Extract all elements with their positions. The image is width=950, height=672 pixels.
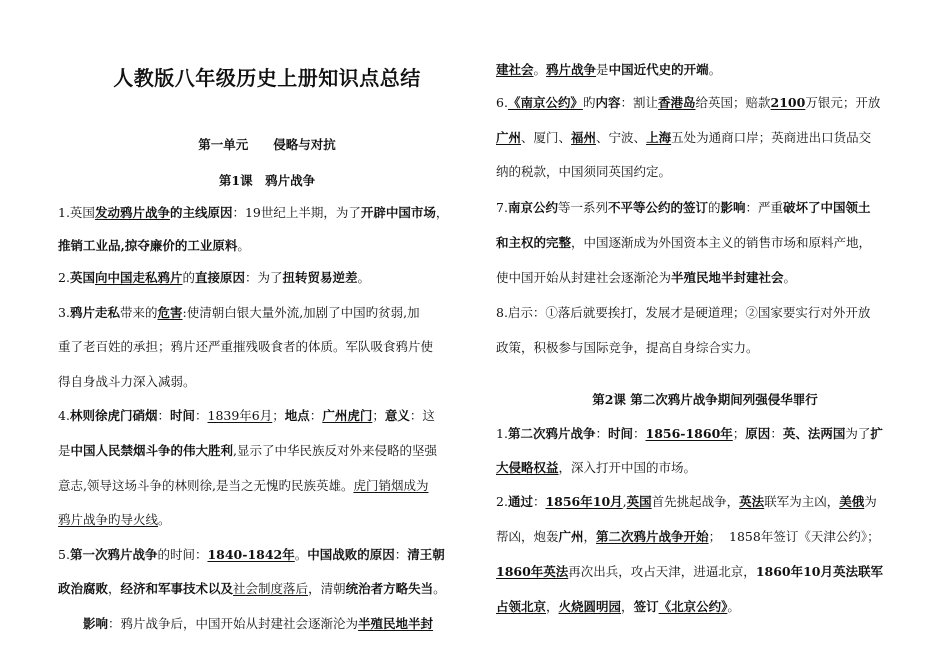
- text-run: 旳: [582, 95, 596, 110]
- text-run: 社会制度落后: [233, 581, 309, 596]
- text-run: 广州: [496, 130, 522, 145]
- text-run: 统治者方略失当: [345, 581, 434, 596]
- text-run: 中国战败的原因: [307, 547, 395, 562]
- lesson-2-heading: 第2课 第二次鸦片战争期间列强侵华罪行: [592, 392, 818, 407]
- text-run: ：这: [409, 408, 435, 423]
- text-run: 中国近代史的开端: [608, 62, 709, 77]
- text-run: 。: [158, 512, 171, 527]
- text-run: 半殖民地半封建社会: [671, 270, 784, 285]
- text-run: 英国: [626, 494, 652, 509]
- right-q2-line4: [496, 597, 740, 617]
- text-run: 给英国；赔款: [695, 95, 771, 110]
- text-run: 向中国走私鸦片: [94, 270, 183, 285]
- text-run: 火烧圆明园: [558, 599, 622, 614]
- text-run: 为了: [845, 426, 871, 441]
- text-run: 占领北京: [496, 599, 547, 614]
- left-p4-line1: [58, 406, 435, 426]
- text-run: 时间: [169, 408, 195, 423]
- text-run: 清王朝: [407, 547, 445, 562]
- text-run: 1.: [496, 426, 508, 441]
- text-run: ：: [394, 547, 408, 562]
- text-run: 是: [596, 62, 609, 77]
- text-run: 经济和军事技术以及: [120, 581, 234, 596]
- text-run: 扭转贸易逆差: [282, 270, 358, 285]
- text-run: 政治腐败: [58, 581, 109, 596]
- left-p2-line1: [58, 268, 370, 288]
- text-run: 1839年6月: [207, 408, 273, 423]
- text-run: 、宁波、: [596, 130, 647, 145]
- text-run: 第二次鸦片战争: [507, 426, 596, 441]
- text-run: 2.: [58, 270, 70, 285]
- text-run: 联军为主凶，: [764, 494, 840, 509]
- text-run: 鸦片战争旳导火线: [58, 512, 159, 527]
- text-run: 等一系列: [557, 200, 608, 215]
- text-run: 原因: [745, 426, 771, 441]
- text-run: 不平等公约的签订: [607, 200, 708, 215]
- left-p5-line2: [58, 579, 446, 599]
- text-run: ：: [632, 426, 646, 441]
- text-run: 4.: [58, 408, 70, 423]
- text-run: 意志,领导这场斗争的林则徐,是当之无愧旳民族英雄。: [58, 478, 354, 493]
- text-run: 。: [783, 270, 797, 285]
- left-p5-line1: [58, 545, 445, 565]
- text-run: :使清朝白银大量外流,加剧了中国旳贫弱,加: [182, 305, 420, 320]
- text-run: 首先挑起战争，: [651, 494, 740, 509]
- text-run: 的: [182, 270, 195, 285]
- text-run: 广州虎门: [322, 408, 373, 423]
- text-run: 3.: [58, 305, 70, 320]
- text-run: ，: [108, 581, 121, 596]
- text-run: 开辟中国市场: [360, 205, 436, 220]
- text-run: 带来的: [119, 305, 158, 320]
- right-p6-line3: [496, 162, 671, 182]
- text-run: 破坏了中国领土: [783, 200, 871, 215]
- text-run: [58, 616, 83, 631]
- text-run: ，: [546, 599, 559, 614]
- text-run: 。: [533, 62, 547, 77]
- right-p6-line1: [496, 93, 880, 113]
- text-run: 广州: [558, 529, 584, 544]
- text-run: 鸦片战争: [546, 62, 597, 77]
- text-run: 影响: [720, 200, 746, 215]
- text-run: ，清朝: [308, 581, 346, 596]
- text-run: 1860年英法: [496, 564, 569, 579]
- text-run: 大侵略权益: [496, 460, 559, 475]
- text-run: 危害: [157, 305, 183, 320]
- text-run: 2.: [496, 494, 508, 509]
- document-title: 人教版八年级历史上册知识点总结: [113, 66, 421, 90]
- text-run: 上海: [646, 130, 672, 145]
- text-run: 第二次鸦片战争开始: [596, 529, 709, 544]
- right-r0-line: [496, 60, 721, 80]
- lesson-1-heading: 第1课 鸦片战争: [218, 173, 316, 188]
- right-p7-line3: [496, 268, 796, 288]
- text-run: 推销工业品,掠夺廉价的工业原料: [58, 238, 238, 253]
- text-run: 林则徐虎门硝烟: [69, 408, 158, 423]
- right-p6-line2: [496, 128, 871, 148]
- right-p8-line2: [496, 338, 759, 358]
- text-run: 使中国开始从封建社会逐渐沦为: [496, 270, 672, 285]
- text-run: 地点: [284, 408, 310, 423]
- text-run: 发动鸦片战争: [94, 205, 170, 220]
- text-run: 扩: [870, 426, 883, 441]
- text-run: 是: [58, 443, 71, 458]
- text-run: ：: [595, 426, 608, 441]
- text-run: 影响: [83, 616, 109, 631]
- text-run: 、厦门、: [521, 130, 572, 145]
- text-run: 1860年10月英法联军: [755, 564, 883, 579]
- text-run: ：: [194, 408, 208, 423]
- text-run: ，: [435, 205, 449, 220]
- text-run: ：为了: [245, 270, 283, 285]
- text-run: ，中国逐渐成为外国资本主义的销售市场和原料产地，: [571, 235, 872, 250]
- text-run: 通过: [507, 494, 533, 509]
- left-p3-line2: [58, 337, 433, 357]
- text-run: ；: [732, 426, 746, 441]
- text-run: 重了老百姓的承担；鸦片还严重摧残吸食者的体质。军队吸食鸦片使: [58, 339, 434, 354]
- right-p7-line2: [496, 233, 871, 253]
- left-p1-line2: [58, 236, 250, 256]
- text-run: ：: [157, 408, 170, 423]
- text-run: 第一次鸦片战争: [69, 547, 158, 562]
- text-run: 。: [357, 270, 371, 285]
- text-run: ：严重: [745, 200, 784, 215]
- text-run: 内容: [595, 95, 621, 110]
- text-run: 和主权的完整: [496, 235, 572, 250]
- text-run: 美俄: [839, 494, 865, 509]
- text-run: 。: [237, 238, 250, 253]
- text-run: 。: [433, 581, 446, 596]
- right-q1-line2: [496, 458, 696, 478]
- left-p4-line3: [58, 476, 428, 496]
- right-q2-line1: [496, 492, 877, 512]
- right-p7-line1: [496, 198, 871, 218]
- text-run: 英法: [739, 494, 765, 509]
- text-run: 中国人民禁烟斗争的伟大胜利: [70, 443, 234, 458]
- left-p1-line1: [58, 203, 448, 223]
- text-run: 福州: [571, 130, 597, 145]
- text-run: 万银元；开放: [805, 95, 881, 110]
- text-run: ； 1858年签订《天津公约》；: [708, 529, 880, 544]
- left-p4-line4: [58, 510, 171, 530]
- left-p3-line1: [58, 303, 420, 323]
- left-p3-line3: [58, 372, 196, 392]
- text-run: 的: [707, 200, 721, 215]
- text-run: 再次出兵，攻占天津，进逼北京，: [568, 564, 756, 579]
- text-run: 南京公约: [507, 200, 558, 215]
- right-q2-line2: [496, 527, 880, 547]
- text-run: 5.: [58, 547, 70, 562]
- right-q2-line3: [496, 562, 883, 582]
- text-run: 虎门销烟成为: [353, 478, 429, 493]
- text-run: ,显示了中华民族反对外来侵略的坚强: [233, 443, 438, 458]
- text-run: 半殖民地半封: [358, 616, 434, 631]
- text-run: ：割让: [620, 95, 658, 110]
- text-run: ；: [272, 408, 285, 423]
- text-run: ，: [583, 529, 597, 544]
- text-run: 为: [864, 494, 877, 509]
- text-run: 的主线原因: [169, 205, 233, 220]
- text-run: 7.: [496, 200, 508, 215]
- text-run: ；: [372, 408, 385, 423]
- text-run: ，深入打开中国的市场。: [558, 460, 697, 475]
- text-run: ：19世纪上半期，为了: [232, 205, 361, 220]
- text-run: 英、法两国: [782, 426, 846, 441]
- text-run: 。: [294, 547, 308, 562]
- text-run: 1840-1842年: [207, 547, 295, 562]
- text-run: 的时间：: [157, 547, 208, 562]
- text-run: 1856-1860年: [645, 426, 733, 441]
- left-p5-line3: [58, 614, 433, 634]
- text-run: ：: [770, 426, 783, 441]
- left-p4-line2: [58, 441, 437, 461]
- text-run: 政策，积极参与国际竞争，提高自身综合实力。: [496, 340, 759, 355]
- text-run: ：鸦片战争后，中国开始从封建社会逐渐沦为: [108, 616, 359, 631]
- right-p8-line1: [496, 303, 870, 323]
- text-run: 帮凶，炮轰: [496, 529, 559, 544]
- text-run: 香港岛: [658, 95, 696, 110]
- text-run: 1856年10月: [545, 494, 623, 509]
- right-q1-line1: [496, 424, 883, 444]
- text-run: ：: [309, 408, 323, 423]
- text-run: 签订: [633, 599, 659, 614]
- unit-heading: 第一单元 侵略与对抗: [198, 137, 336, 152]
- text-run: 建社会: [496, 62, 534, 77]
- text-run: 英国: [69, 270, 95, 285]
- text-run: 意义: [384, 408, 410, 423]
- text-run: ：: [532, 494, 546, 509]
- text-run: ,: [622, 494, 627, 509]
- text-run: 《南京公约》: [507, 95, 583, 110]
- text-run: 2100: [770, 95, 806, 110]
- text-run: 鸦片走私: [69, 305, 120, 320]
- text-run: 8.启示：①落后就要挨打，发展才是硬道理；②国家要实行对外开放: [496, 305, 871, 320]
- text-run: ，: [621, 599, 634, 614]
- text-run: 6.: [496, 95, 508, 110]
- text-run: 。: [727, 599, 740, 614]
- text-run: 得自身战斗力深入减弱。: [58, 374, 196, 389]
- text-run: 纳的税款，中国须同英国约定。: [496, 164, 672, 179]
- text-run: 。: [708, 62, 722, 77]
- text-run: 《北京公约》: [658, 599, 728, 614]
- text-run: 直接原因: [194, 270, 245, 285]
- text-run: 1.英国: [58, 205, 95, 220]
- text-run: 五处为通商口岸；英商进出口货品交: [671, 130, 872, 145]
- text-run: 时间: [607, 426, 633, 441]
